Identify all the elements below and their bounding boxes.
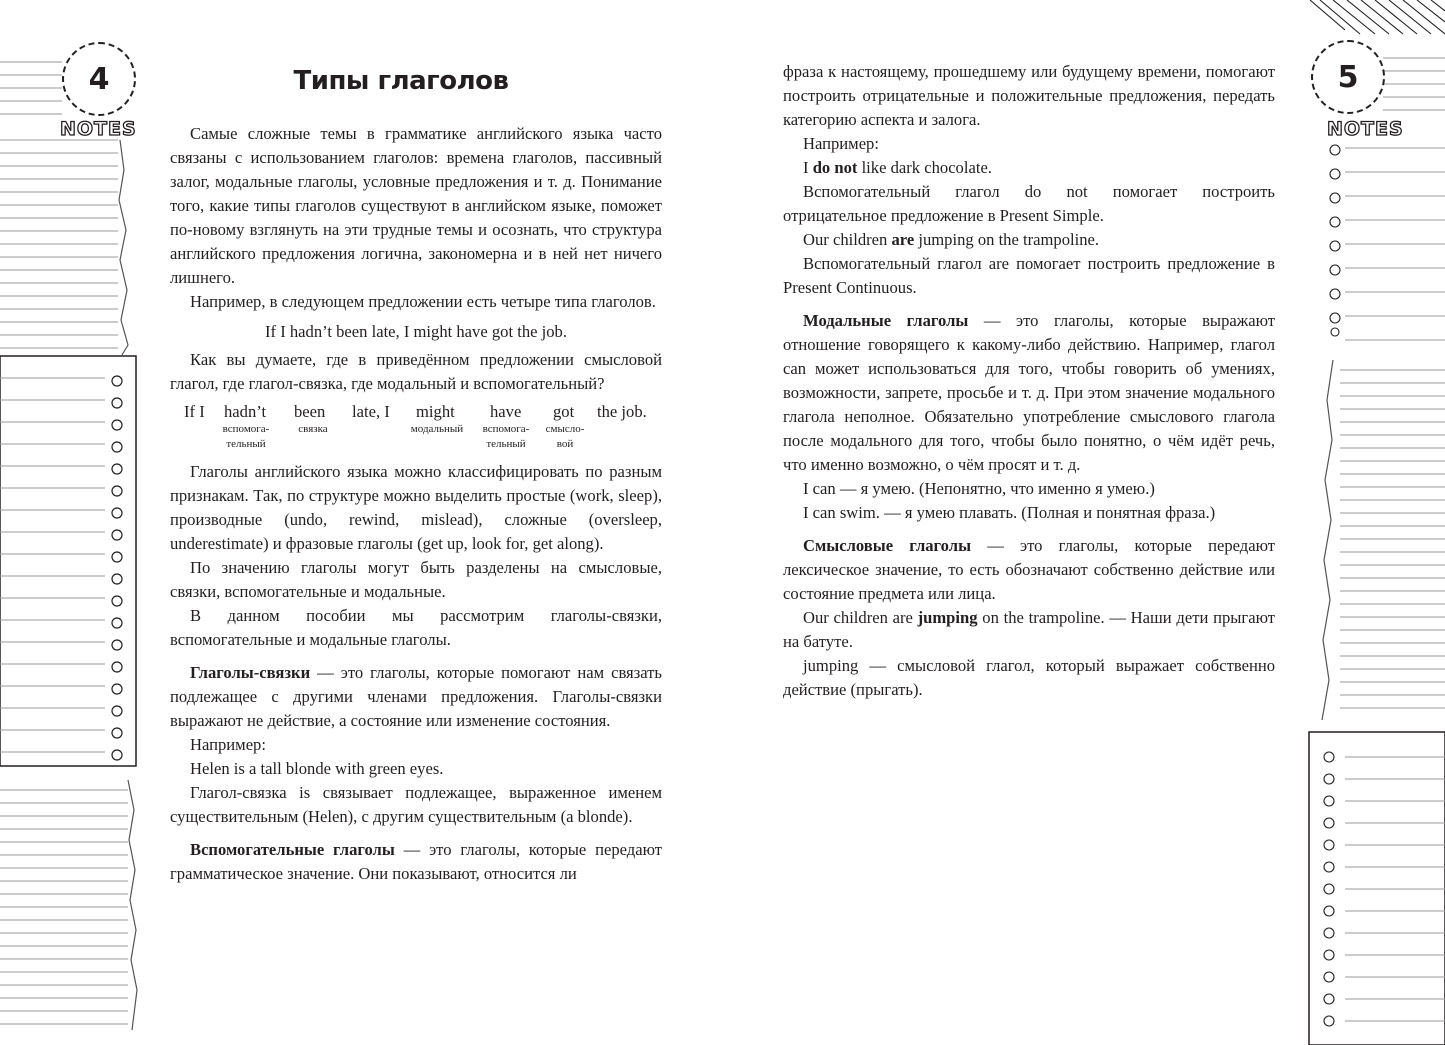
paragraph: Например, в следующем предложении есть четыре типа глаголов. — [190, 292, 656, 311]
paragraph: Как вы думаете, где в приведённом предложении смысловой глагол, где глагол-связка, где модальный и вспомогательный? — [170, 350, 662, 393]
highlight: are — [891, 230, 915, 249]
paragraph: фраза к настоящему, прошедшему или будущему времени, помогают построить отрицательные и положительные предложения, передать категорию аспекта и залога. — [783, 62, 1275, 129]
term-definition: — это глаголы, которые передают грамматическое значение. Они показывают, относится ли — [170, 840, 662, 883]
text: I — [803, 158, 813, 177]
term: Вспомогательные глаголы — [190, 840, 395, 859]
term: Глаголы-связки — [190, 663, 311, 682]
verb-gloss — [170, 400, 662, 452]
highlight: do not — [812, 158, 858, 177]
right-notes-sidebar — [1305, 0, 1445, 1045]
term: Модальные глаголы — [803, 311, 969, 330]
example-sentence — [783, 156, 1275, 180]
left-notes-sidebar — [0, 0, 140, 1045]
paragraph-auxiliary-verbs — [170, 838, 662, 886]
page-number: 5 — [1311, 40, 1385, 114]
left-notebook-decoration — [0, 0, 140, 1045]
right-notebook-decoration — [1305, 0, 1445, 1045]
right-page-text — [783, 60, 1275, 702]
paragraph: jumping — смысловой глагол, который выражает собственно действие (прыгать). — [783, 656, 1275, 699]
paragraph: Helen is a tall blonde with green eyes. — [190, 759, 444, 778]
gloss-word: might — [416, 402, 455, 421]
highlight: jumping — [917, 608, 978, 627]
gloss-word: have — [490, 402, 522, 421]
left-page-text — [170, 122, 662, 886]
paragraph: I can — я умею. (Непонятно, что именно я умею.) — [803, 479, 1155, 498]
gloss-word: If I — [184, 402, 205, 421]
paragraph: Например: — [190, 735, 266, 754]
paragraph: Глаголы английского языка можно классифицировать по разным признакам. Так, по структуре можно выделить простые (work, sleep), производные (undo, rewind, mislead), сложные (oversleep, underestimate) и фразовые глаголы (get up, look for, get along). — [170, 462, 662, 553]
example-sentence: If I hadn’t been late, I might have got the job. — [265, 322, 567, 341]
paragraph: Вспомогательный глагол are помогает построить предложение в Present Continuous. — [783, 254, 1275, 297]
page-number: 4 — [62, 42, 136, 116]
page-title: Типы глаголов — [293, 66, 509, 96]
paragraph-main-verbs — [783, 534, 1275, 606]
term-definition: — это глаголы, которые передают лексическое значение, то есть обозначают собственно действие или состояние предмета или лица. — [783, 536, 1275, 603]
gloss-word: got — [553, 402, 575, 421]
text: like dark chocolate. — [857, 158, 992, 177]
gloss-label: вспомога- тельный — [482, 423, 530, 450]
paragraph: В данном пособии мы рассмотрим глаголы-связки, вспомогательные и модальные глаголы. — [170, 606, 662, 649]
paragraph: I can swim. — я умею плавать. (Полная и понятная фраза.) — [803, 503, 1216, 522]
paragraph: Самые сложные темы в грамматике английского языка часто связаны с использованием глаголов: времена глаголов, пассивный залог, модальные глаголы, условные предложения и т. д. Понимание того, какие типы глаголов существуют в английском языке, поможет по-новому взглянуть на эти трудные темы и осознать, что структура английского предложения логична, закономерна и в ней нет ничего лишнего. — [170, 124, 662, 287]
notes-label: NOTES — [60, 118, 137, 140]
paragraph: Вспомогательный глагол do not помогает построить отрицательное предложение в Present Simple. — [783, 182, 1275, 225]
paragraph-linking-verbs — [170, 661, 662, 733]
term: Смысловые глаголы — [803, 536, 972, 555]
paragraph: Глагол-связка is связывает подлежащее, выраженное именем существительным (Helen), с другим существительным (a blonde). — [170, 783, 662, 826]
term-definition: — это глаголы, которые помогают нам связать подлежащее с другими членами предложения. Глаголы-связки выражают не действие, а состояние или изменение состояния. — [170, 663, 662, 730]
gloss-word: late, I — [352, 402, 390, 421]
example-sentence — [783, 228, 1275, 252]
gloss-label: смысло- вой — [545, 423, 585, 450]
text: jumping on the trampoline. — [914, 230, 1100, 249]
gloss-label: модальный — [410, 423, 464, 435]
text: Our children are — [803, 608, 918, 627]
gloss-word: hadn’t — [224, 402, 267, 421]
paragraph: По значению глаголы могут быть разделены на смысловые, связки, вспомогательные и модальные. — [170, 558, 662, 601]
notes-label: NOTES — [1327, 118, 1404, 140]
gloss-word: the job. — [597, 402, 647, 421]
gloss-word: been — [294, 402, 326, 421]
term-definition: — это глаголы, которые выражают отношение говорящего к какому-либо действию. Например, глагол can может использоваться для того, чтобы говорить об умениях, возможности, запрете, просьбе и т. д. При этом значение модального глагола неполное. Обязательно употребление смыслового глагола после модального для того, чтобы было понятно, о чём идёт речь, что именно возможно, о чём просят и т. д. — [783, 311, 1275, 474]
gloss-label: вспомога- тельный — [222, 423, 270, 450]
text: Our children — [803, 230, 892, 249]
example-sentence — [783, 606, 1275, 654]
text: on the trampoline. — Наши дети прыгают на батуте. — [783, 608, 1276, 651]
paragraph: Например: — [803, 134, 879, 153]
paragraph-modal-verbs — [783, 309, 1275, 477]
gloss-label: связка — [298, 423, 328, 435]
